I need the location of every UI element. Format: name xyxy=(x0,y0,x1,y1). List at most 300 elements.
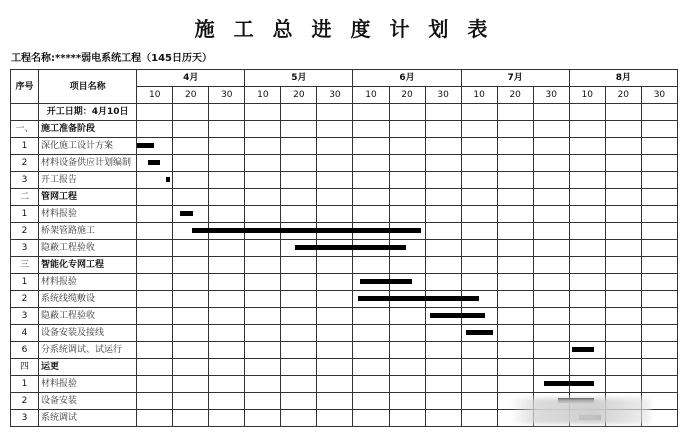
grid-cell xyxy=(353,206,389,223)
grid-cell xyxy=(389,104,425,121)
grid-cell xyxy=(173,359,209,376)
grid-cell xyxy=(605,257,641,274)
grid-cell xyxy=(497,138,533,155)
grid-cell xyxy=(569,206,605,223)
grid-cell xyxy=(173,172,209,189)
grid-cell xyxy=(281,189,317,206)
project-name: 工程名称:*****弱电系统工程（145日历天） xyxy=(11,53,213,64)
grid-cell xyxy=(209,359,245,376)
grid-cell xyxy=(173,240,209,257)
grid-cell xyxy=(353,172,389,189)
grid-cell xyxy=(245,376,281,393)
grid-cell xyxy=(461,121,497,138)
grid-cell xyxy=(317,376,353,393)
grid-cell xyxy=(533,223,569,240)
grid-cell xyxy=(353,410,389,427)
grid-cell xyxy=(497,325,533,342)
grid-cell xyxy=(641,376,677,393)
grid-cell xyxy=(461,359,497,376)
grid-cell xyxy=(317,410,353,427)
grid-cell xyxy=(173,325,209,342)
phase-row xyxy=(11,257,678,274)
grid-cell xyxy=(389,189,425,206)
grid-cell xyxy=(137,342,173,359)
grid-cell xyxy=(173,121,209,138)
grid-cell xyxy=(533,291,569,308)
grid-cell xyxy=(641,291,677,308)
grid-cell xyxy=(425,104,461,121)
grid-cell xyxy=(605,308,641,325)
grid-cell xyxy=(389,376,425,393)
grid-cell xyxy=(209,104,245,121)
row-name: 材料报验 xyxy=(39,206,137,223)
grid-cell xyxy=(497,104,533,121)
grid-cell xyxy=(425,172,461,189)
grid-cell xyxy=(173,291,209,308)
grid-cell xyxy=(605,342,641,359)
grid-cell xyxy=(425,410,461,427)
task-row xyxy=(11,172,678,189)
grid-cell xyxy=(425,155,461,172)
grid-cell xyxy=(245,325,281,342)
grid-cell xyxy=(641,308,677,325)
gantt-bar xyxy=(148,160,160,165)
grid-cell xyxy=(317,138,353,155)
grid-cell xyxy=(137,376,173,393)
grid-cell xyxy=(461,240,497,257)
grid-cell xyxy=(461,206,497,223)
grid-cell xyxy=(137,359,173,376)
gantt-bar xyxy=(544,381,594,386)
grid-cell xyxy=(605,104,641,121)
phase-row xyxy=(11,189,678,206)
day-header: 20 xyxy=(173,87,209,104)
gantt-bar xyxy=(466,330,493,335)
grid-cell xyxy=(461,257,497,274)
row-name: 隐蔽工程验收 xyxy=(39,240,137,257)
grid-cell xyxy=(245,138,281,155)
grid-cell xyxy=(641,257,677,274)
watermark-blur xyxy=(510,398,650,424)
grid-cell xyxy=(317,155,353,172)
grid-cell xyxy=(281,410,317,427)
grid-cell xyxy=(389,138,425,155)
grid-cell xyxy=(389,359,425,376)
grid-cell xyxy=(641,206,677,223)
row-name: 施工准备阶段 xyxy=(39,121,137,138)
grid-cell xyxy=(281,308,317,325)
grid-cell xyxy=(497,155,533,172)
grid-cell xyxy=(209,240,245,257)
row-name: 分系统调试、试运行 xyxy=(39,342,137,359)
grid-cell xyxy=(461,189,497,206)
project-name-row xyxy=(10,50,678,68)
grid-cell xyxy=(425,206,461,223)
grid-cell xyxy=(353,121,389,138)
grid-cell xyxy=(425,376,461,393)
row-no: 1 xyxy=(11,274,39,291)
gantt-bar xyxy=(360,279,412,284)
grid-cell xyxy=(497,223,533,240)
row-no: 6 xyxy=(11,342,39,359)
grid-cell xyxy=(281,342,317,359)
grid-cell xyxy=(245,342,281,359)
grid-cell xyxy=(173,189,209,206)
month-header: 4月 xyxy=(137,70,245,87)
grid-cell xyxy=(137,393,173,410)
grid-cell xyxy=(245,172,281,189)
grid-cell xyxy=(353,138,389,155)
grid-cell xyxy=(137,104,173,121)
row-name: 开工报告 xyxy=(39,172,137,189)
task-row xyxy=(11,291,678,308)
day-header: 10 xyxy=(569,87,605,104)
grid-cell xyxy=(461,155,497,172)
grid-cell xyxy=(281,104,317,121)
grid-cell xyxy=(209,172,245,189)
grid-cell xyxy=(533,172,569,189)
gantt-bar xyxy=(295,245,406,250)
day-header: 20 xyxy=(605,87,641,104)
grid-cell xyxy=(425,189,461,206)
grid-cell xyxy=(245,206,281,223)
gantt-bar xyxy=(572,347,594,352)
day-header: 30 xyxy=(209,87,245,104)
grid-cell xyxy=(389,172,425,189)
grid-cell xyxy=(497,172,533,189)
grid-cell xyxy=(605,274,641,291)
grid-cell xyxy=(569,291,605,308)
task-row xyxy=(11,325,678,342)
grid-cell xyxy=(137,410,173,427)
grid-cell xyxy=(317,189,353,206)
row-no: 2 xyxy=(11,393,39,410)
grid-cell xyxy=(533,206,569,223)
grid-cell xyxy=(641,138,677,155)
grid-cell xyxy=(533,308,569,325)
grid-cell xyxy=(497,189,533,206)
grid-cell xyxy=(353,257,389,274)
grid-cell xyxy=(245,291,281,308)
grid-cell xyxy=(209,342,245,359)
grid-cell xyxy=(605,223,641,240)
row-no: 2 xyxy=(11,155,39,172)
grid-cell xyxy=(137,206,173,223)
grid-cell xyxy=(173,410,209,427)
task-row xyxy=(11,274,678,291)
row-no: 1 xyxy=(11,206,39,223)
day-header: 30 xyxy=(317,87,353,104)
grid-cell xyxy=(461,104,497,121)
grid-cell xyxy=(353,308,389,325)
grid-cell xyxy=(497,240,533,257)
grid-cell xyxy=(497,359,533,376)
grid-cell xyxy=(425,257,461,274)
grid-cell xyxy=(569,308,605,325)
grid-cell xyxy=(605,376,641,393)
row-name: 隐蔽工程验收 xyxy=(39,308,137,325)
day-header: 10 xyxy=(137,87,173,104)
grid-cell xyxy=(245,155,281,172)
month-header: 8月 xyxy=(569,70,677,87)
grid-cell xyxy=(497,257,533,274)
grid-cell xyxy=(353,189,389,206)
grid-cell xyxy=(209,274,245,291)
page-title: 施 工 总 进 度 计 划 表 xyxy=(194,17,494,41)
grid-cell xyxy=(281,121,317,138)
grid-cell xyxy=(137,308,173,325)
month-header: 6月 xyxy=(353,70,461,87)
grid-cell xyxy=(353,359,389,376)
grid-cell xyxy=(173,138,209,155)
grid-cell xyxy=(533,274,569,291)
row-no: 3 xyxy=(11,240,39,257)
grid-cell xyxy=(389,206,425,223)
grid-cell xyxy=(245,240,281,257)
header-row-months xyxy=(11,70,678,87)
grid-cell xyxy=(497,206,533,223)
grid-cell xyxy=(569,189,605,206)
grid-cell xyxy=(605,206,641,223)
task-row xyxy=(11,155,678,172)
grid-cell xyxy=(245,257,281,274)
row-no: 1 xyxy=(11,376,39,393)
row-no: 3 xyxy=(11,410,39,427)
grid-cell xyxy=(173,257,209,274)
grid-cell xyxy=(641,189,677,206)
grid-cell xyxy=(317,325,353,342)
grid-cell xyxy=(245,121,281,138)
grid-cell xyxy=(209,308,245,325)
grid-cell xyxy=(605,189,641,206)
task-row xyxy=(11,308,678,325)
grid-cell xyxy=(641,121,677,138)
grid-cell xyxy=(389,155,425,172)
grid-cell xyxy=(461,410,497,427)
grid-cell xyxy=(569,240,605,257)
grid-cell xyxy=(137,257,173,274)
grid-cell xyxy=(317,359,353,376)
grid-cell xyxy=(209,257,245,274)
start-date-no xyxy=(11,104,39,121)
grid-cell xyxy=(497,308,533,325)
grid-cell xyxy=(461,223,497,240)
grid-cell xyxy=(281,257,317,274)
grid-cell xyxy=(461,274,497,291)
grid-cell xyxy=(353,376,389,393)
row-name: 智能化专网工程 xyxy=(39,257,137,274)
grid-cell xyxy=(209,376,245,393)
grid-cell xyxy=(209,325,245,342)
grid-cell xyxy=(317,121,353,138)
grid-cell xyxy=(641,104,677,121)
grid-cell xyxy=(281,376,317,393)
row-no: 一、 xyxy=(11,121,39,138)
grid-cell xyxy=(533,257,569,274)
grid-cell xyxy=(425,240,461,257)
grid-cell xyxy=(497,376,533,393)
grid-cell xyxy=(497,274,533,291)
grid-cell xyxy=(641,342,677,359)
grid-cell xyxy=(281,206,317,223)
grid-cell xyxy=(641,325,677,342)
grid-cell xyxy=(317,291,353,308)
grid-cell xyxy=(353,155,389,172)
grid-cell xyxy=(245,189,281,206)
grid-cell xyxy=(569,172,605,189)
grid-cell xyxy=(569,359,605,376)
grid-cell xyxy=(605,172,641,189)
header-name: 项目名称 xyxy=(39,70,137,104)
grid-cell xyxy=(281,325,317,342)
gantt-bar xyxy=(166,177,170,182)
grid-cell xyxy=(425,342,461,359)
grid-cell xyxy=(209,393,245,410)
grid-cell xyxy=(281,393,317,410)
day-header: 30 xyxy=(641,87,677,104)
grid-cell xyxy=(569,104,605,121)
grid-cell xyxy=(461,376,497,393)
grid-cell xyxy=(389,308,425,325)
grid-cell xyxy=(281,138,317,155)
phase-row xyxy=(11,121,678,138)
row-name: 运更 xyxy=(39,359,137,376)
row-name: 材料设备供应计划编制 xyxy=(39,155,137,172)
grid-cell xyxy=(605,359,641,376)
task-row xyxy=(11,206,678,223)
phase-row xyxy=(11,359,678,376)
grid-cell xyxy=(533,138,569,155)
grid-cell xyxy=(533,121,569,138)
grid-cell xyxy=(137,223,173,240)
day-header: 20 xyxy=(497,87,533,104)
grid-cell xyxy=(569,274,605,291)
grid-cell xyxy=(245,308,281,325)
grid-cell xyxy=(569,257,605,274)
row-name: 桥架管路施工 xyxy=(39,223,137,240)
grid-cell xyxy=(461,393,497,410)
day-header: 10 xyxy=(353,87,389,104)
grid-cell xyxy=(353,104,389,121)
grid-cell xyxy=(605,121,641,138)
grid-cell xyxy=(317,274,353,291)
grid-cell xyxy=(209,121,245,138)
grid-cell xyxy=(461,172,497,189)
grid-cell xyxy=(173,308,209,325)
grid-cell xyxy=(137,189,173,206)
grid-cell xyxy=(425,325,461,342)
month-header: 5月 xyxy=(245,70,353,87)
grid-cell xyxy=(641,223,677,240)
gantt-bar xyxy=(180,211,193,216)
grid-cell xyxy=(533,104,569,121)
grid-cell xyxy=(389,257,425,274)
gantt-bar xyxy=(430,313,485,318)
grid-cell xyxy=(281,359,317,376)
grid-cell xyxy=(137,274,173,291)
grid-cell xyxy=(353,325,389,342)
grid-cell xyxy=(389,393,425,410)
grid-cell xyxy=(317,206,353,223)
grid-cell xyxy=(137,240,173,257)
grid-cell xyxy=(605,155,641,172)
row-name: 系统线缆敷设 xyxy=(39,291,137,308)
grid-cell xyxy=(137,325,173,342)
grid-cell xyxy=(641,240,677,257)
row-name: 系统调试 xyxy=(39,410,137,427)
grid-cell xyxy=(533,189,569,206)
row-no: 1 xyxy=(11,138,39,155)
row-name: 管网工程 xyxy=(39,189,137,206)
grid-cell xyxy=(245,104,281,121)
grid-cell xyxy=(353,342,389,359)
task-row xyxy=(11,138,678,155)
grid-cell xyxy=(209,138,245,155)
row-no: 四 xyxy=(11,359,39,376)
grid-cell xyxy=(389,121,425,138)
start-date-row xyxy=(11,104,678,121)
grid-cell xyxy=(569,155,605,172)
row-name: 深化施工设计方案 xyxy=(39,138,137,155)
grid-cell xyxy=(461,138,497,155)
grid-cell xyxy=(389,342,425,359)
grid-cell xyxy=(173,376,209,393)
grid-cell xyxy=(425,274,461,291)
grid-cell xyxy=(317,393,353,410)
grid-cell xyxy=(317,308,353,325)
grid-cell xyxy=(569,325,605,342)
grid-cell xyxy=(245,393,281,410)
day-header: 30 xyxy=(533,87,569,104)
grid-cell xyxy=(209,189,245,206)
header-no: 序号 xyxy=(11,70,39,104)
grid-cell xyxy=(533,325,569,342)
grid-cell xyxy=(281,155,317,172)
month-header: 7月 xyxy=(461,70,569,87)
grid-cell xyxy=(173,104,209,121)
grid-cell xyxy=(497,291,533,308)
row-name: 材料报验 xyxy=(39,376,137,393)
grid-cell xyxy=(173,393,209,410)
grid-cell xyxy=(209,206,245,223)
grid-cell xyxy=(389,410,425,427)
grid-cell xyxy=(425,223,461,240)
grid-cell xyxy=(317,257,353,274)
grid-cell xyxy=(641,359,677,376)
row-no: 三 xyxy=(11,257,39,274)
grid-cell xyxy=(209,410,245,427)
gantt-bar xyxy=(137,143,154,148)
grid-cell xyxy=(605,240,641,257)
grid-cell xyxy=(425,393,461,410)
grid-cell xyxy=(605,291,641,308)
day-header: 20 xyxy=(281,87,317,104)
row-no: 2 xyxy=(11,223,39,240)
grid-cell xyxy=(533,342,569,359)
day-header: 30 xyxy=(425,87,461,104)
grid-cell xyxy=(173,274,209,291)
row-name: 设备安装及接线 xyxy=(39,325,137,342)
row-no: 3 xyxy=(11,172,39,189)
day-header: 20 xyxy=(389,87,425,104)
grid-cell xyxy=(569,121,605,138)
grid-cell xyxy=(281,172,317,189)
grid-cell xyxy=(641,155,677,172)
day-header: 10 xyxy=(245,87,281,104)
gantt-bar xyxy=(358,296,479,301)
grid-cell xyxy=(533,240,569,257)
grid-cell xyxy=(641,274,677,291)
